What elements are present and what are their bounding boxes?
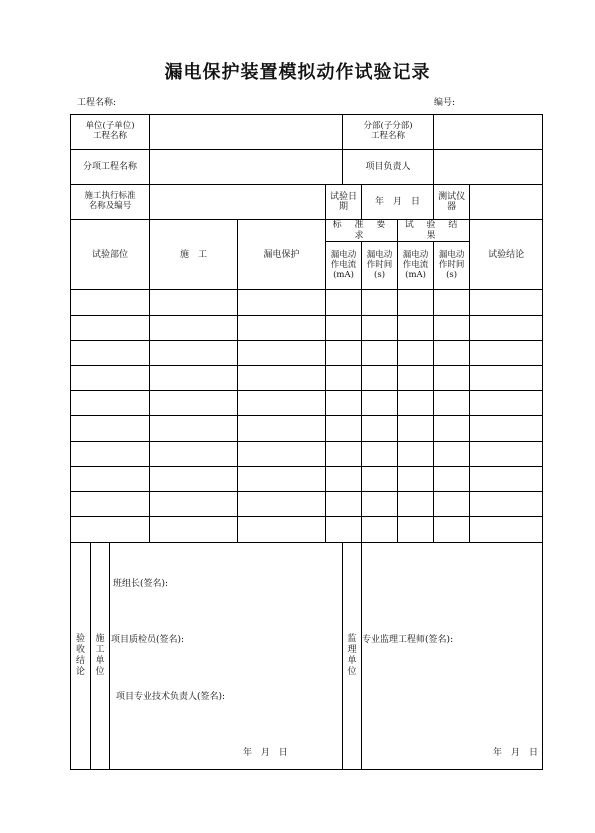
table-cell[interactable] [326, 466, 362, 491]
unit-label: 单位(子单位) 工程名称 [71, 115, 150, 150]
table-cell[interactable] [71, 492, 150, 517]
table-cell[interactable] [238, 492, 326, 517]
table-cell[interactable] [150, 466, 238, 491]
table-cell[interactable] [470, 365, 543, 390]
table-cell[interactable] [71, 416, 150, 441]
project-name-label: 工程名称: [77, 98, 117, 108]
table-cell[interactable] [362, 466, 398, 491]
table-cell[interactable] [150, 416, 238, 441]
table-cell[interactable] [150, 517, 238, 542]
col-header-location: 试验部位 [71, 220, 150, 290]
col-header-res-current: 漏电动 作电流 (mA) [398, 242, 434, 290]
table-row [71, 365, 543, 390]
manager-value[interactable] [434, 150, 543, 185]
table-cell[interactable] [71, 391, 150, 416]
construction-sign-date: 年 月 日 [243, 747, 291, 758]
table-cell[interactable] [71, 365, 150, 390]
subitem-label: 分项工程名称 [71, 150, 150, 185]
table-cell[interactable] [470, 416, 543, 441]
table-cell[interactable] [434, 340, 470, 365]
table-cell[interactable] [398, 441, 434, 466]
table-cell[interactable] [326, 517, 362, 542]
supervision-sign-date: 年 月 日 [493, 747, 539, 758]
col-header-test-result: 试 验 结 果 [398, 220, 470, 242]
col-header-conclusion: 试验结论 [470, 220, 543, 290]
table-cell[interactable] [71, 466, 150, 491]
table-cell[interactable] [434, 466, 470, 491]
table-cell[interactable] [470, 466, 543, 491]
construction-sign-area[interactable] [110, 542, 343, 769]
table-cell[interactable] [434, 365, 470, 390]
table-cell[interactable] [238, 365, 326, 390]
table-cell[interactable] [362, 290, 398, 315]
table-cell[interactable] [398, 416, 434, 441]
table-cell[interactable] [398, 365, 434, 390]
instrument-label: 测试仪器 [434, 185, 470, 220]
table-cell[interactable] [434, 391, 470, 416]
division-label: 分部(子分部) 工程名称 [343, 115, 434, 150]
table-cell[interactable] [434, 315, 470, 340]
table-cell[interactable] [71, 441, 150, 466]
table-cell[interactable] [326, 365, 362, 390]
table-cell[interactable] [326, 290, 362, 315]
table-cell[interactable] [326, 315, 362, 340]
tech-lead-sign: 项目专业技术负责人(签名): [116, 691, 226, 702]
col-header-std-current: 漏电动 作电流 (mA) [326, 242, 362, 290]
table-cell[interactable] [470, 517, 543, 542]
standard-label: 施工执行标准 名称及编号 [71, 185, 150, 220]
table-cell[interactable] [150, 290, 238, 315]
table-cell[interactable] [150, 441, 238, 466]
table-row [71, 517, 543, 542]
team-leader-sign: 班组长(签名): [113, 578, 169, 589]
table-row [71, 290, 543, 315]
table-cell[interactable] [71, 340, 150, 365]
table-cell[interactable] [398, 290, 434, 315]
record-form [70, 114, 543, 770]
table-cell[interactable] [238, 340, 326, 365]
table-cell[interactable] [326, 416, 362, 441]
table-cell[interactable] [398, 466, 434, 491]
col-header-construction: 施 工 [150, 220, 238, 290]
supervision-unit-label: 监理单位 [343, 542, 362, 769]
table-cell[interactable] [398, 492, 434, 517]
table-cell[interactable] [470, 492, 543, 517]
col-header-standard-req: 标 准 要 求 [326, 220, 398, 242]
table-cell[interactable] [362, 517, 398, 542]
col-header-protection: 漏电保护 [238, 220, 326, 290]
construction-unit-label: 施工单位 [91, 542, 110, 769]
table-cell[interactable] [150, 340, 238, 365]
table-row [71, 492, 543, 517]
table-cell[interactable] [470, 290, 543, 315]
division-value[interactable] [434, 115, 543, 150]
acceptance-conclusion-label: 验收结论 [71, 542, 91, 769]
table-cell[interactable] [362, 492, 398, 517]
table-cell[interactable] [238, 315, 326, 340]
table-cell[interactable] [470, 315, 543, 340]
table-cell[interactable] [71, 315, 150, 340]
table-cell[interactable] [238, 441, 326, 466]
table-cell[interactable] [150, 365, 238, 390]
table-row [71, 315, 543, 340]
standard-value[interactable] [150, 185, 326, 220]
number-label: 编号: [434, 98, 456, 108]
test-date-value[interactable]: 年 月 日 [362, 185, 434, 220]
table-cell[interactable] [470, 391, 543, 416]
unit-value[interactable] [150, 115, 343, 150]
table-cell[interactable] [326, 391, 362, 416]
table-cell[interactable] [434, 441, 470, 466]
table-cell[interactable] [326, 492, 362, 517]
table-row [71, 340, 543, 365]
table-cell[interactable] [326, 441, 362, 466]
table-cell[interactable] [398, 517, 434, 542]
table-cell[interactable] [398, 391, 434, 416]
table-cell[interactable] [238, 391, 326, 416]
table-row [71, 466, 543, 491]
table-cell[interactable] [238, 416, 326, 441]
table-cell[interactable] [238, 517, 326, 542]
table-cell[interactable] [434, 416, 470, 441]
table-cell[interactable] [434, 492, 470, 517]
table-cell[interactable] [362, 441, 398, 466]
table-row [71, 391, 543, 416]
table-row [71, 416, 543, 441]
table-cell[interactable] [434, 290, 470, 315]
quality-inspector-sign: 项目质检员(签名): [111, 634, 185, 645]
table-cell[interactable] [362, 340, 398, 365]
supervision-sign-area[interactable] [362, 542, 543, 769]
table-cell[interactable] [238, 466, 326, 491]
table-cell[interactable] [150, 391, 238, 416]
table-cell[interactable] [362, 365, 398, 390]
table-cell[interactable] [434, 517, 470, 542]
manager-label: 项目负责人 [343, 150, 434, 185]
col-header-res-time: 漏电动 作时间 (s) [434, 242, 470, 290]
table-cell[interactable] [362, 315, 398, 340]
instrument-value[interactable] [470, 185, 543, 220]
table-cell[interactable] [362, 416, 398, 441]
table-cell[interactable] [150, 492, 238, 517]
table-cell[interactable] [326, 340, 362, 365]
table-cell[interactable] [398, 315, 434, 340]
table-row [71, 441, 543, 466]
table-cell[interactable] [362, 391, 398, 416]
supervisor-sign: 专业监理工程师(签名): [362, 634, 454, 645]
table-cell[interactable] [398, 340, 434, 365]
page-title: 漏电保护装置模拟动作试验记录 [164, 62, 431, 83]
table-cell[interactable] [71, 517, 150, 542]
table-cell[interactable] [470, 340, 543, 365]
table-cell[interactable] [238, 290, 326, 315]
table-cell[interactable] [150, 315, 238, 340]
table-cell[interactable] [71, 290, 150, 315]
test-date-label: 试验日期 [326, 185, 362, 220]
subitem-value[interactable] [150, 150, 343, 185]
col-header-std-time: 漏电动 作时间 (s) [362, 242, 398, 290]
table-cell[interactable] [470, 441, 543, 466]
